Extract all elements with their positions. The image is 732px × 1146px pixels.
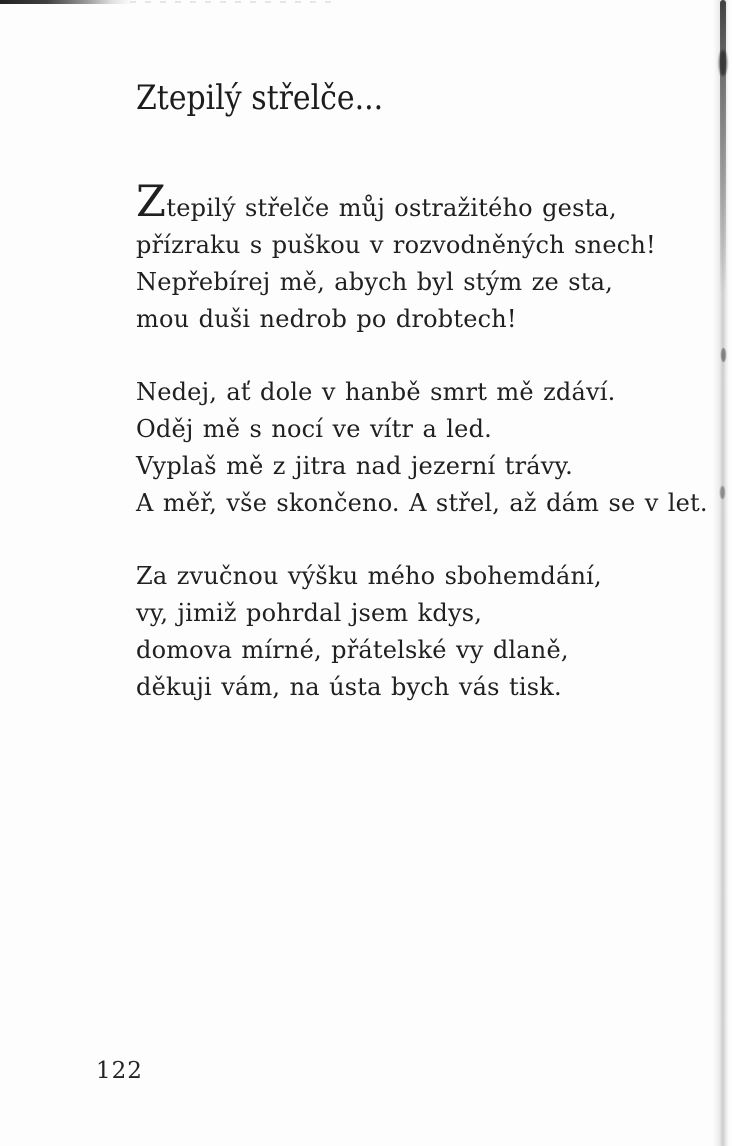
poem-line-text: tepilý střelče můj ostražitého gesta, xyxy=(166,194,617,222)
stanza-1 xyxy=(136,177,708,338)
poem-body xyxy=(136,177,708,742)
scan-artifact-top-specks xyxy=(130,1,340,3)
poem-line: vy, jimiž pohrdal jsem kdys, xyxy=(136,599,483,627)
page-number: 122 xyxy=(96,1058,143,1084)
scan-artifact-right-fleck xyxy=(721,348,726,362)
poem-line: Nepřebírej mě, abych byl stým ze sta, xyxy=(136,268,613,296)
poem-line: mou duši nedrob po drobtech! xyxy=(136,305,517,333)
poem-line: A měř, vše skončeno. A střel, až dám se v let. xyxy=(136,489,708,517)
scan-artifact-right-edge-blob xyxy=(719,50,727,76)
poem-line: děkuji vám, na ústa bych vás tisk. xyxy=(136,673,562,701)
poem-title: Ztepilý střelče... xyxy=(136,78,384,118)
poem-line: Nedej, ať dole v hanbě smrt mě zdáví. xyxy=(136,378,616,406)
scan-artifact-right-edge-dark-line xyxy=(720,0,726,295)
stanza-2 xyxy=(136,374,708,522)
scan-artifact-right-fleck xyxy=(720,486,725,499)
poem-line xyxy=(136,177,708,227)
poem-line: domova mírné, přátelské vy dlaně, xyxy=(136,636,569,664)
poem-line: Oděj mě s nocí ve vítr a led. xyxy=(136,415,492,443)
poem-line: přízraku s puškou v rozvodněných snech! xyxy=(136,231,656,259)
drop-cap-initial: Z xyxy=(136,177,167,227)
poem-line: Za zvučnou výšku mého sbohemdání, xyxy=(136,562,602,590)
scan-artifact-top-edge xyxy=(0,0,132,4)
stanza-3 xyxy=(136,558,708,706)
poem-line: Vyplaš mě z jitra nad jezerní trávy. xyxy=(136,452,573,480)
